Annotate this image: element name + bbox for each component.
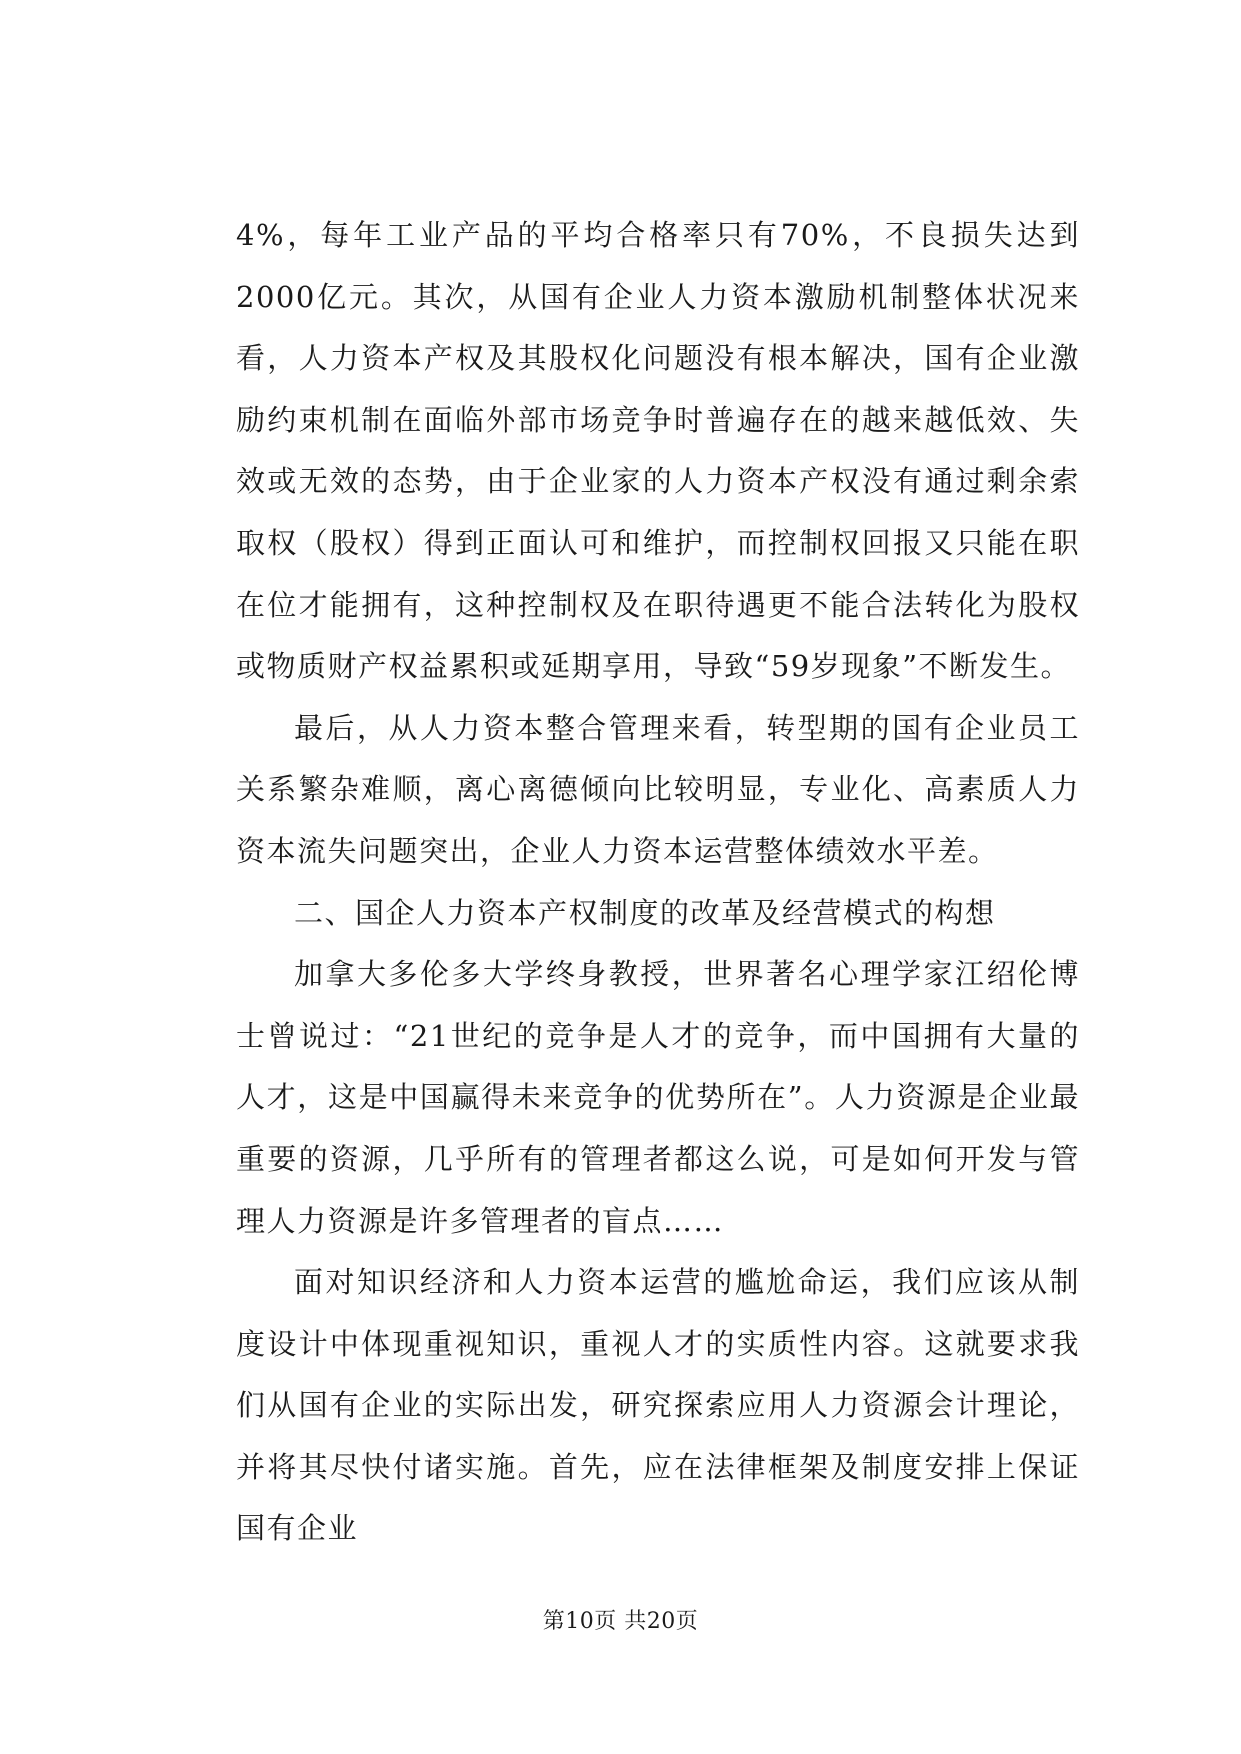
document-body: [236, 205, 1080, 1560]
paragraph-proposal: 面对知识经济和人力资本运营的尴尬命运，我们应该从制度设计中体现重视知识，重视人才的实质性内容。这就要求我们从国有企业的实际出发，研究探索应用人力资源会计理论，并将其尽快付诸实施。首先，应在法律框架及制度安排上保证国有企业: [236, 1265, 1080, 1546]
paragraph-conclusion: 最后，从人力资本整合管理来看，转型期的国有企业员工关系繁杂难顺，离心离德倾向比较明显，专业化、高素质人力资本流失问题突出，企业人力资本运营整体绩效水平差。: [236, 710, 1080, 868]
section-heading: 二、国企人力资本产权制度的改革及经营模式的构想: [294, 895, 996, 930]
paragraph-continued: 4%，每年工业产品的平均合格率只有70%，不良损失达到2000亿元。其次，从国有企业人力资本激励机制整体状况来看，人力资本产权及其股权化问题没有根本解决，国有企业激励约束机制在面临外部市场竞争时普遍存在的越来越低效、失效或无效的态势，由于企业家的人力资本产权没有通过剩余索取权（股权）得到正面认可和维护，而控制权回报又只能在职在位才能拥有，这种控制权及在职待遇更不能合法转化为股权或物质财产权益累积或延期享用，导致“59岁现象”不断发生。: [236, 218, 1080, 684]
page-footer: [0, 1604, 1241, 1635]
page-number-label: 第10页 共20页: [542, 1609, 699, 1634]
paragraph-quote: 加拿大多伦多大学终身教授，世界著名心理学家江绍伦博士曾说过：“21世纪的竞争是人才的竞争，而中国拥有大量的人才，这是中国赢得未来竞争的优势所在”。人力资源是企业最重要的资源，几乎所有的管理者都这么说，可是如何开发与管理人力资源是许多管理者的盲点……: [236, 957, 1080, 1238]
